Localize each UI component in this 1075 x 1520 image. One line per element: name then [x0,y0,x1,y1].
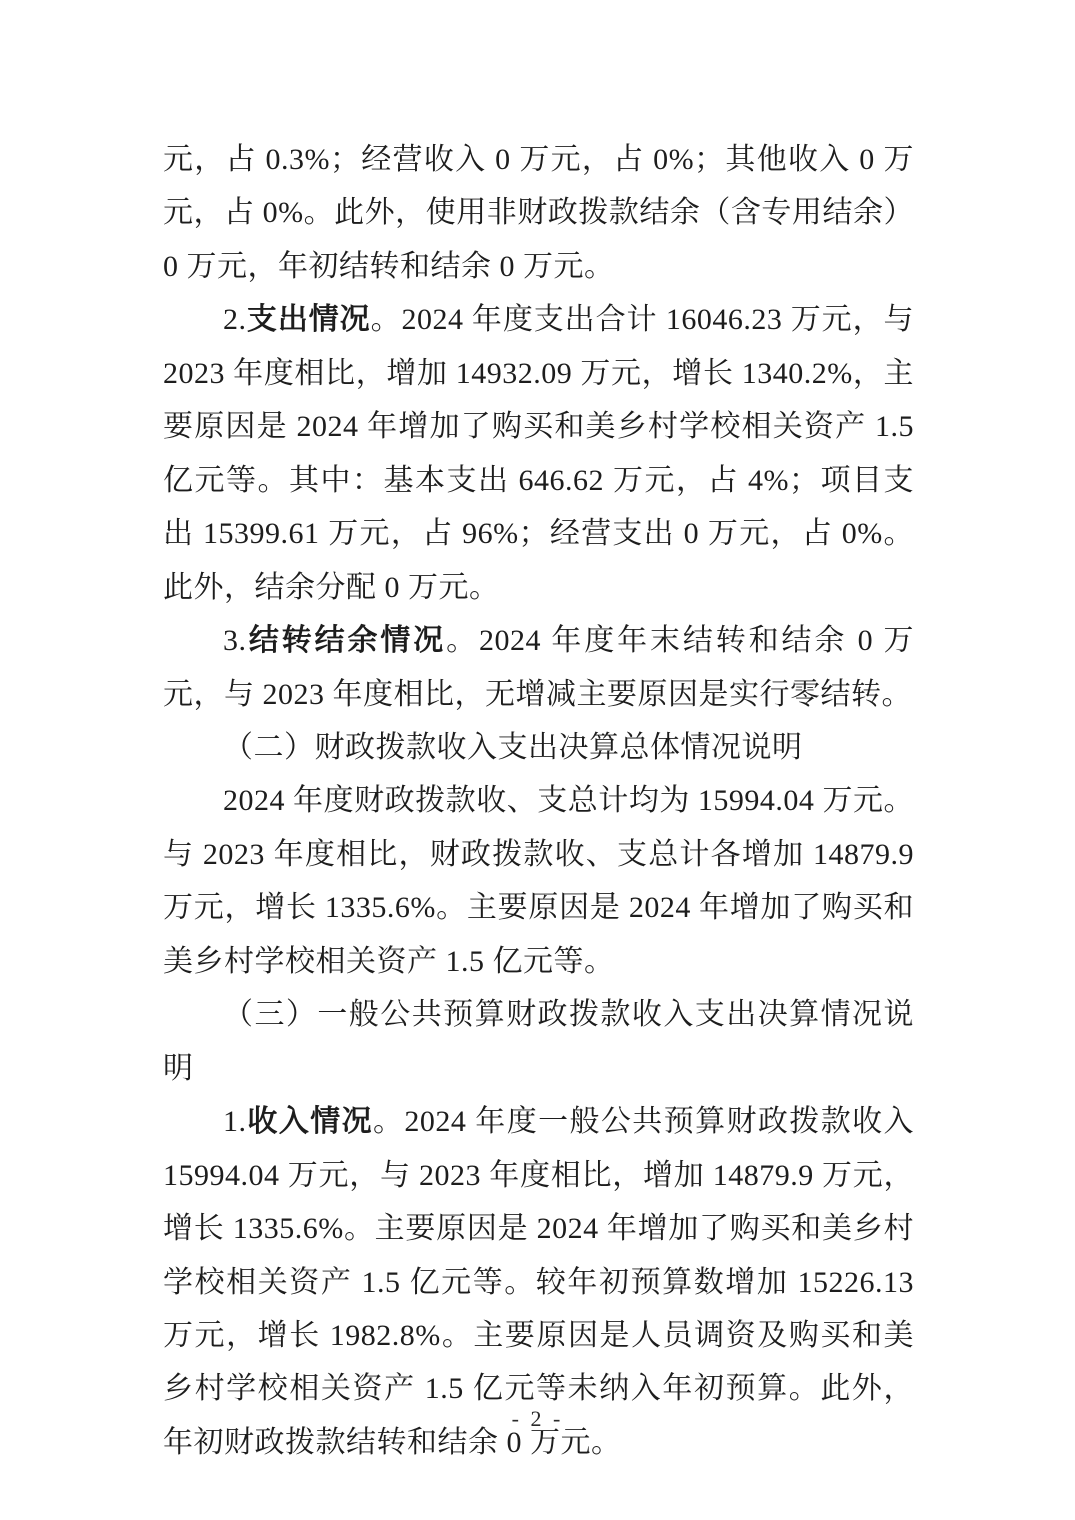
text-segment-bold: 支出情况 [246,303,371,337]
heading-section-two [163,721,914,774]
text-segment: 。2024 年度一般公共预算财政拨款收入 15994.04 万元，与 2023 年度相比，增加 14879.9 万元，增长 1335.6%。主要原因是 2024 年增加了购买和美乡村学校相关资产 1.5 亿元等。较年初预算数增加 15226.13 万元，增长 1982.8%。主要原因是人员调资及购买和美乡村学校相关资产 1.5 亿元等未纳入年初预算。此外，年初财政拨款结转和结余 0 万元。 [163,1105,914,1459]
document-body [163,133,914,1469]
text-segment: 1. [223,1105,247,1139]
text-segment: 元，占 0.3%；经营收入 0 万元，占 0%；其他收入 0 万元，占 0%。此外，使用非财政拨款结余（含专用结余）0 万元，年初结转和结余 0 万元。 [163,143,914,283]
text-segment: 2024 年度财政拨款收、支总计均为 15994.04 万元。与 2023 年度相比，财政拨款收、支总计各增加 14879.9 万元，增长 1335.6%。主要原因是 2024 年增加了购买和美乡村学校相关资产 1.5 亿元等。 [163,784,914,978]
heading-section-three [163,988,914,1095]
text-segment: （二）财政拨款收入支出决算总体情况说明 [223,730,803,764]
text-segment: 2. [223,303,247,337]
para-fiscal-appropriation-totals [163,774,914,988]
text-segment: 3. [223,624,247,658]
para-income-continuation [163,133,914,293]
para-expenditure-situation [163,293,914,614]
text-segment: 。2024 年度支出合计 16046.23 万元，与 2023 年度相比，增加 14932.09 万元，增长 1340.2%，主要原因是 2024 年增加了购买和美乡村学校相关资产 1.5 亿元等。其中：基本支出 646.62 万元，占 4%；项目支出 15399.61 万元，占 96%；经营支出 0 万元，占 0%。此外，结余分配 0 万元。 [163,303,915,604]
text-segment-bold: 结转结余情况 [246,624,447,658]
page-number: - 2 - [511,1406,564,1431]
para-carryover-situation [163,614,914,721]
text-segment-bold: 收入情况 [246,1105,373,1139]
text-segment: 。2024 年度年末结转和结余 0 万元，与 2023 年度相比，无增减主要原因是实行零结转。 [163,624,914,711]
text-segment: （三）一般公共预算财政拨款收入支出决算情况说明 [163,998,914,1085]
